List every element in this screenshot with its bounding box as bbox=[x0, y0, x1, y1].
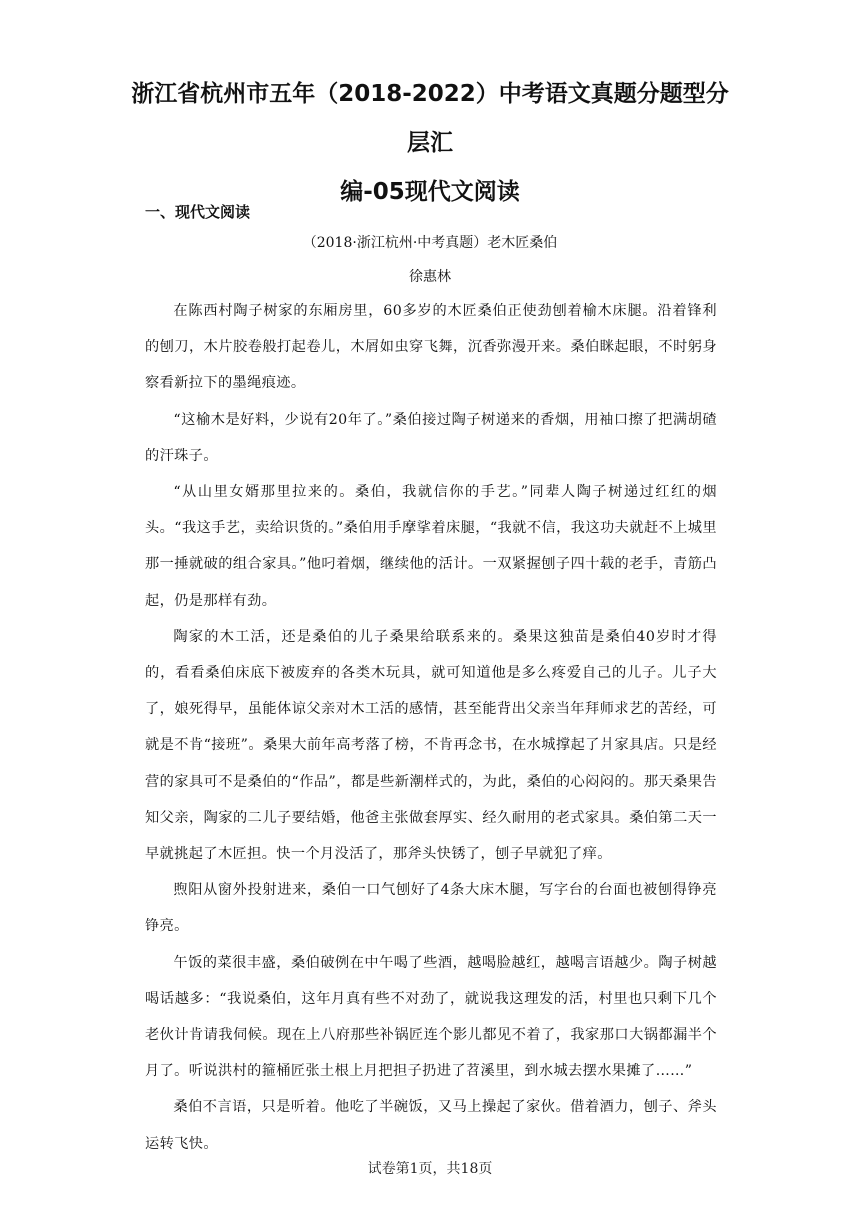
title-line-1: 浙江省杭州市五年（2018-2022）中考语文真题分题型分层汇 bbox=[131, 81, 729, 156]
article-body bbox=[145, 293, 717, 1162]
paragraph: “这榆木是好料，少说有20年了。”桑伯接过陶子树递来的香烟，用袖口擦了把满胡碴的汗珠子。 bbox=[145, 411, 717, 464]
paragraph: 陶家的木工活，还是桑伯的儿子桑果给联系来的。桑果这独苗是桑伯40岁时才得的，看看桑伯床底下被废弃的各类木玩具，就可知道他是多么疼爱自己的儿子。儿子大了，娘死得早，虽能体谅父亲对木工活的感情，甚至能背出父亲当年拜师求艺的苦经，可就是不肯“接班”。桑果大前年高考落了榜，不肯再念书，在水城撑起了爿家具店。只是经营的家具可不是桑伯的“作品”，都是些新潮样式的，为此，桑伯的心闷闷的。那天桑果告知父亲，陶家的二儿子要结婚，他爸主张做套厚实、经久耐用的老式家具。桑伯第二天一早就挑起了木匠担。快一个月没活了，那斧头快锈了，刨子早就犯了痒。 bbox=[145, 628, 717, 863]
document-title bbox=[120, 70, 740, 217]
paragraph: 桑伯不言语，只是听着。他吃了半碗饭，又马上操起了家伙。借着酒力，刨子、斧头运转飞快。 bbox=[145, 1099, 717, 1152]
article-source: （2018·浙江杭州·中考真题）老木匠桑伯 bbox=[302, 235, 558, 251]
paragraph: “从山里女婿那里拉来的。桑伯，我就信你的手艺。”同辈人陶子树递过红红的烟头。“我这手艺，卖给识货的。”桑伯用手摩挲着床腿，“我就不信，我这功夫就赶不上城里那一捶就破的组合家具。”他叼着烟，继续他的活计。一双紧握刨子四十载的老手，青筋凸起，仍是那样有劲。 bbox=[145, 484, 717, 609]
title-line-2: 编-05现代文阅读 bbox=[340, 179, 520, 205]
page-footer: 试卷第1页，共18页 bbox=[367, 1161, 493, 1177]
paragraph: 在陈西村陶子树家的东厢房里，60多岁的木匠桑伯正使劲刨着榆木床腿。沿着锋利的刨刀，木片胶卷般打起卷儿，木屑如虫穿飞舞，沉香弥漫开来。桑伯眯起眼，不时躬身察看新拉下的墨绳痕迹。 bbox=[145, 303, 717, 392]
article-author: 徐惠林 bbox=[409, 269, 451, 285]
paragraph: 午饭的菜很丰盛，桑伯破例在中午喝了些酒，越喝脸越红，越喝言语越少。陶子树越喝话越多：“我说桑伯，这年月真有些不对劲了，就说我这理发的活，村里也只剩下几个老伙计肯请我伺候。现在上八府那些补锅匠连个影儿都见不着了，我家那口大锅都漏半个月了。听说洪村的箍桶匠张土根上月把担子扔进了苕溪里，到水城去摆水果摊了……” bbox=[145, 954, 717, 1080]
section-heading: 一、现代文阅读 bbox=[145, 203, 251, 221]
paragraph: 煦阳从窗外投射进来，桑伯一口气刨好了4条大床木腿，写字台的台面也被刨得铮亮铮亮。 bbox=[145, 882, 717, 935]
